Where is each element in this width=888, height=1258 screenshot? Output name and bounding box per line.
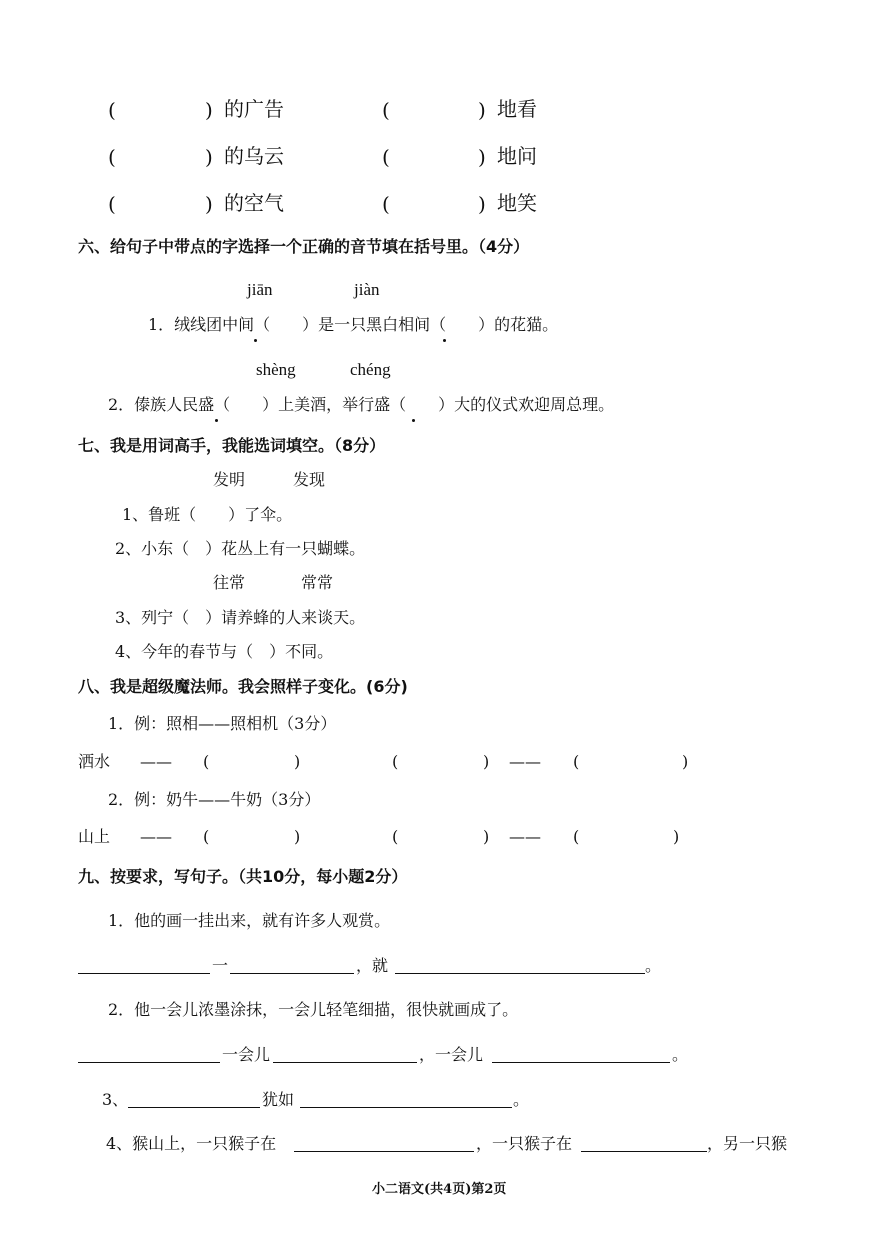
section-heading: 七、我是用词高手，我能选词填空。（8分）: [78, 436, 386, 455]
word-option: 常常: [301, 573, 334, 592]
paren-open: (: [203, 752, 210, 771]
paren-close: ): [294, 827, 301, 846]
phrase-word: 地笑: [497, 191, 537, 215]
paren-open: (: [382, 98, 390, 122]
fill-word: 一: [212, 956, 229, 975]
phrase-word: 地问: [497, 144, 537, 168]
paren-close: ): [478, 98, 486, 122]
section-heading: 八、我是超级魔法师。我会照样子变化。(6分): [78, 677, 408, 696]
fill-word: ，一会儿: [419, 1045, 484, 1064]
paren-open: (: [108, 98, 116, 122]
paren-close: ): [483, 752, 490, 771]
answer-line[interactable]: [230, 973, 354, 974]
answer-line[interactable]: [273, 1062, 417, 1063]
question-text: 2、小东（ ）花丛上有一只蝴蝶。: [115, 539, 366, 558]
question-text: 4、猴山上，一只猴子在: [106, 1134, 277, 1153]
question-number: 3、: [102, 1090, 129, 1109]
emphasis-dot: [443, 339, 446, 342]
pinyin-option: jiān: [247, 280, 273, 299]
question-text: 4、今年的春节与（ ）不同。: [115, 642, 334, 661]
word-option: 发明: [213, 470, 246, 489]
paren-open: (: [203, 827, 210, 846]
answer-line[interactable]: [395, 973, 645, 974]
paren-close: ): [483, 827, 490, 846]
fill-word: 犹如: [262, 1090, 295, 1109]
pinyin-option: chéng: [350, 360, 391, 379]
word-option: 往常: [213, 573, 246, 592]
question-text: 1．绒线团中间（ ）是一只黑白相间（ ）的花猫。: [148, 315, 559, 334]
row-word: 山上: [78, 827, 111, 846]
fill-word: 。: [672, 1045, 689, 1064]
answer-line[interactable]: [492, 1062, 670, 1063]
answer-line[interactable]: [128, 1107, 260, 1108]
paren-close: ): [673, 827, 680, 846]
paren-open: (: [382, 192, 390, 216]
fill-word: 。: [645, 956, 662, 975]
paren-open: (: [573, 827, 580, 846]
question-text: 1．他的画一挂出来，就有许多人观赏。: [108, 911, 391, 930]
fill-word: ，一只猴子在: [476, 1134, 573, 1153]
fill-word: 。: [513, 1090, 530, 1109]
section-heading: 九、按要求，写句子。（共10分，每小题2分）: [78, 867, 408, 886]
paren-close: ): [205, 192, 213, 216]
paren-open: (: [392, 752, 399, 771]
emphasis-dot: [215, 419, 218, 422]
emphasis-dot: [254, 339, 257, 342]
answer-line[interactable]: [78, 1062, 220, 1063]
dash: ——: [140, 827, 172, 846]
dash: ——: [140, 752, 172, 771]
paren-open: (: [108, 145, 116, 169]
paren-open: (: [108, 192, 116, 216]
fill-word: ，另一只猴: [707, 1134, 788, 1153]
phrase-word: 的空气: [224, 191, 284, 215]
question-text: 2．他一会儿浓墨涂抹，一会儿轻笔细描，很快就画成了。: [108, 1000, 519, 1019]
emphasis-dot: [412, 419, 415, 422]
example-text: 1．例：照相——照相机（3分）: [108, 714, 337, 733]
paren-open: (: [392, 827, 399, 846]
row-word: 洒水: [78, 752, 111, 771]
fill-word: 一会儿: [222, 1045, 271, 1064]
paren-close: ): [478, 145, 486, 169]
answer-line[interactable]: [294, 1151, 474, 1152]
paren-close: ): [478, 192, 486, 216]
fill-word: ，就: [356, 956, 389, 975]
question-text: 3、列宁（ ）请养蜂的人来谈天。: [115, 608, 366, 627]
paren-close: ): [205, 145, 213, 169]
pinyin-option: jiàn: [354, 280, 380, 299]
paren-close: ): [205, 98, 213, 122]
example-text: 2．例：奶牛——牛奶（3分）: [108, 790, 321, 809]
answer-line[interactable]: [300, 1107, 512, 1108]
paren-close: ): [294, 752, 301, 771]
phrase-word: 的乌云: [224, 144, 284, 168]
phrase-word: 地看: [497, 97, 537, 121]
question-text: 2．傣族人民盛（ ）上美酒，举行盛（ ）大的仪式欢迎周总理。: [108, 395, 615, 414]
paren-open: (: [382, 145, 390, 169]
question-text: 1、鲁班（ ）了伞。: [122, 505, 293, 524]
section-heading: 六、给句子中带点的字选择一个正确的音节填在括号里。（4分）: [78, 237, 530, 256]
paren-close: ): [682, 752, 689, 771]
paren-open: (: [573, 752, 580, 771]
word-option: 发现: [293, 470, 326, 489]
pinyin-option: shèng: [256, 360, 296, 379]
answer-line[interactable]: [581, 1151, 707, 1152]
answer-line[interactable]: [78, 973, 210, 974]
phrase-word: 的广告: [224, 97, 284, 121]
dash: ——: [509, 752, 541, 771]
page-footer: 小二语文(共4页)第2页: [372, 1182, 507, 1197]
dash: ——: [509, 827, 541, 846]
